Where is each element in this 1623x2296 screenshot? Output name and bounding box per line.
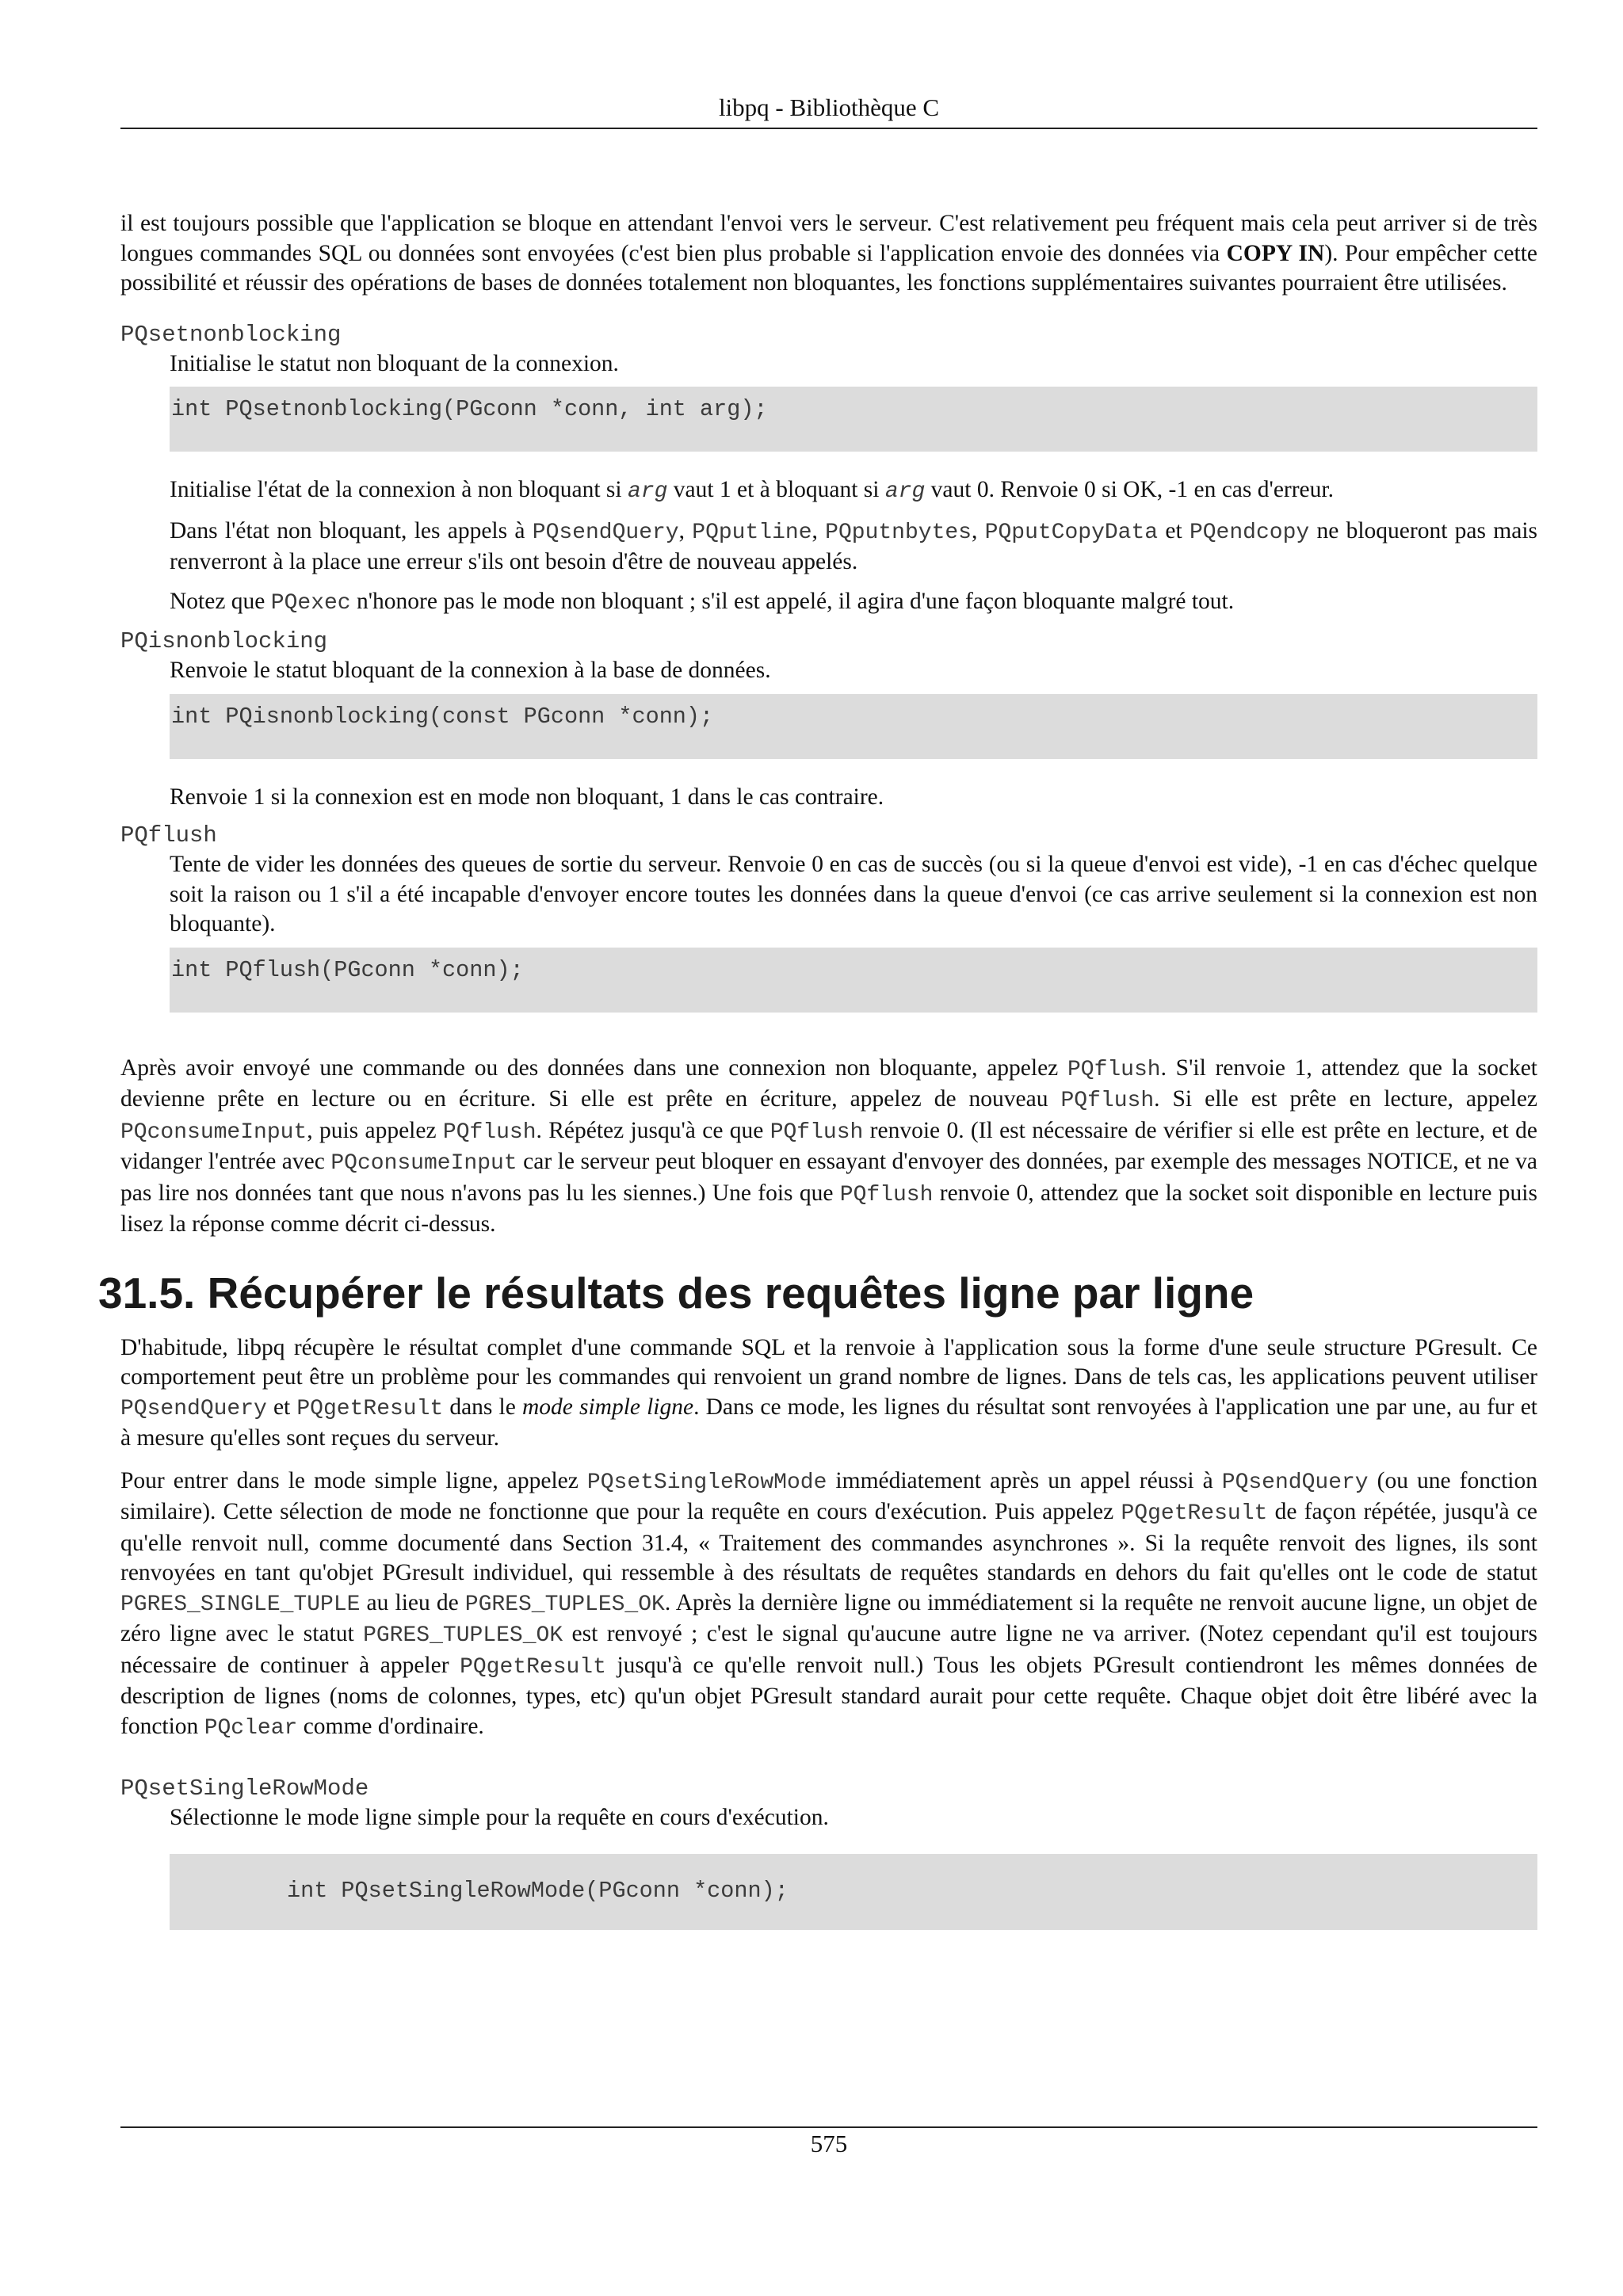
copy-in-keyword: COPY IN <box>1226 240 1325 266</box>
intro-paragraph: il est toujours possible que l'application se bloque en attendant l'envoi vers le serveur. C'est relativement peu fréquent mais cela peut arriver si de très longues commandes SQL ou données sont envoyées (c'est bien plus probable si l'application envoie des données via COPY IN). Pour empêcher cette possibilité et réussir des opérations de bases de données totalement non bloquantes, les fonctions supplémentaires suivantes pourraient être utilisées. <box>120 211 1537 296</box>
status-code: PGRES_SINGLE_TUPLE <box>120 1592 361 1617</box>
status-code: PGRES_TUPLES_OK <box>363 1623 563 1648</box>
function-term: PQsetSingleRowMode <box>120 1775 369 1802</box>
function-term: PQisnonblocking <box>120 628 328 654</box>
function-summary: Renvoie le statut bloquant de la connexion à la base de données. <box>170 658 771 683</box>
header-rule <box>120 128 1537 129</box>
description-paragraph: Dans l'état non bloquant, les appels à PQsendQuery, PQputline, PQputnbytes, PQputCopyData et PQendcopy ne bloqueront pas mais renverront à la place une erreur s'ils ont besoin d'être de nouveau appelés. <box>170 517 1537 574</box>
function-ref: PQputnbytes <box>825 520 972 545</box>
page-content <box>98 209 1538 1954</box>
code-block: int PQsetSingleRowMode(PGconn *conn); <box>170 1854 1537 1930</box>
function-ref: PQputCopyData <box>984 520 1159 545</box>
emphasis-term: mode simple ligne <box>521 1394 694 1420</box>
running-header: libpq - Bibliothèque C <box>718 93 940 121</box>
function-ref: PQconsumeInput <box>120 1119 307 1145</box>
entry-pqisnonblocking <box>120 627 1537 812</box>
parameter-name: arg <box>627 479 668 504</box>
function-summary: Tente de vider les données des queues de sortie du serveur. Renvoie 0 en cas de succès (ou si la queue d'envoi est vide), -1 en cas d'échec quelque soit la raison ou 1 s'il a été incapable d'envoyer encore toutes les données dans la queue d'envoi (ce cas arrive seulement si la connexion est non bloquante). <box>170 852 1537 936</box>
function-ref: PQsetSingleRowMode <box>586 1470 827 1495</box>
function-definition <box>170 349 1537 619</box>
function-ref: PQflush <box>839 1182 934 1207</box>
function-ref: PQflush <box>769 1119 864 1145</box>
function-ref: PQconsumeInput <box>330 1151 517 1176</box>
function-ref: PQgetResult <box>1121 1501 1268 1526</box>
description-paragraph: Notez que PQexec n'honore pas le mode non bloquant ; s'il est appelé, il agira d'une façon bloquante malgré tout. <box>170 588 1235 616</box>
function-ref: PQgetResult <box>460 1654 606 1680</box>
function-summary: Sélectionne le mode ligne simple pour la requête en cours d'exécution. <box>170 1805 829 1830</box>
section-heading: 31.5. Récupérer le résultats des requêtes ligne par ligne <box>98 1268 1254 1318</box>
footer-rule <box>120 2126 1537 2128</box>
function-term: PQflush <box>120 822 217 849</box>
entry-pqsetsinglerowmode <box>120 1775 1537 1930</box>
function-definition <box>170 656 1537 812</box>
function-ref: PQflush <box>1060 1089 1155 1113</box>
section-paragraph: Pour entrer dans le mode simple ligne, appelez PQsetSingleRowMode immédiatement après un appel réussi à PQsendQuery (ou une fonction similaire). Cette sélection de mode ne fonctionne que pour la requête en cours d'exécution. Puis appelez PQgetResult de façon répétée, jusqu'à ce qu'elle renvoit null, comme documenté dans Section 31.4, « Traitement des commandes asynchrones ». Si la requête renvoit des lignes, ils sont renvoyées en tant qu'objet PGresult individuel, qui ressemble à des résultats de requêtes standards en dehors du fait qu'elles ont le code de statut PGRES_SINGLE_TUPLE au lieu de PGRES_TUPLES_OK. Après la dernière ligne ou immédiatement si la requête ne renvoit aucune ligne, un objet de zéro ligne avec le statut PGRES_TUPLES_OK est renvoyé ; c'est le signal qu'aucune autre ligne ne va arriver. (Notez cependant qu'il est toujours nécessaire de continuer à appeler PQgetResult jusqu'à ce qu'elle renvoit null.) Tous les objets PGresult contiendront les mêmes données de description de lignes (noms de colonnes, types, etc) qu'un objet PGresult standard aurait pour cette requête. Chaque objet doit être libéré avec la fonction PQclear comme d'ordinaire. <box>120 1467 1537 1741</box>
function-ref: PQgetResult <box>296 1396 444 1421</box>
description-paragraph: Renvoie 1 si la connexion est en mode non bloquant, 1 dans le cas contraire. <box>170 784 884 810</box>
function-ref: PQsendQuery <box>532 520 679 545</box>
parameter-name: arg <box>884 479 926 504</box>
entry-pqsetnonblocking <box>120 321 1537 619</box>
function-ref: PQsendQuery <box>120 1396 267 1421</box>
function-ref: PQflush <box>442 1119 537 1145</box>
function-term: PQsetnonblocking <box>120 321 342 348</box>
function-summary: Initialise le statut non bloquant de la connexion. <box>170 350 619 376</box>
flush-usage-paragraph: Après avoir envoyé une commande ou des données dans une connexion non bloquante, appelez PQflush. S'il renvoie 1, attendez que la socket devienne prête en lecture ou en écriture. Si elle est prête en écriture, appelez de nouveau PQflush. Si elle est prête en lecture, appelez PQconsumeInput, puis appelez PQflush. Répétez jusqu'à ce que PQflush renvoie 0. (Il est nécessaire de vérifier si elle est prête en lecture, et de vidanger l'entrée avec PQconsumeInput car le serveur peut bloquer en essayant d'envoyer des données, par exemple des messages NOTICE, et ne va pas lire nos données tant que nous n'avons pas lu les siennes.) Une fois que PQflush renvoie 0, attendez que la socket soit disponible en lecture puis lisez la réponse comme décrit ci-dessus. <box>120 1055 1538 1237</box>
function-ref: PQclear <box>204 1715 298 1741</box>
function-definition <box>170 850 1537 1013</box>
function-ref: PQflush <box>1067 1057 1161 1082</box>
function-ref: PQsendQuery <box>1221 1470 1369 1495</box>
status-code: PGRES_TUPLES_OK <box>464 1592 665 1617</box>
code-block: int PQflush(PGconn *conn); <box>170 948 1537 1013</box>
function-ref: PQexec <box>270 590 351 616</box>
section-paragraph: D'habitude, libpq récupère le résultat complet d'une commande SQL et la renvoie à l'application sous la forme d'une seule structure PGresult. Ce comportement peut être un problème pour les commandes qui renvoient un grand nombre de lignes. Dans de tels cas, les applications peuvent utiliser PQsendQuery et PQgetResult dans le mode simple ligne. Dans ce mode, les lignes du résultat sont renvoyées à l'application une par une, au fur et à mesure qu'elles sont reçues du serveur. <box>120 1334 1538 1451</box>
code-block: int PQsetnonblocking(PGconn *conn, int arg); <box>170 387 1537 452</box>
entry-pqflush <box>120 822 1537 1013</box>
page-number: 575 <box>810 2130 848 2157</box>
description-paragraph: Initialise l'état de la connexion à non bloquant si arg vaut 1 et à bloquant si arg vaut 0. Renvoie 0 si OK, -1 en cas d'erreur. <box>170 477 1334 504</box>
code-block: int PQisnonblocking(const PGconn *conn); <box>170 694 1537 759</box>
function-ref: PQputline <box>692 520 812 545</box>
function-definition <box>170 1803 1537 1930</box>
function-ref: PQendcopy <box>1189 520 1310 545</box>
